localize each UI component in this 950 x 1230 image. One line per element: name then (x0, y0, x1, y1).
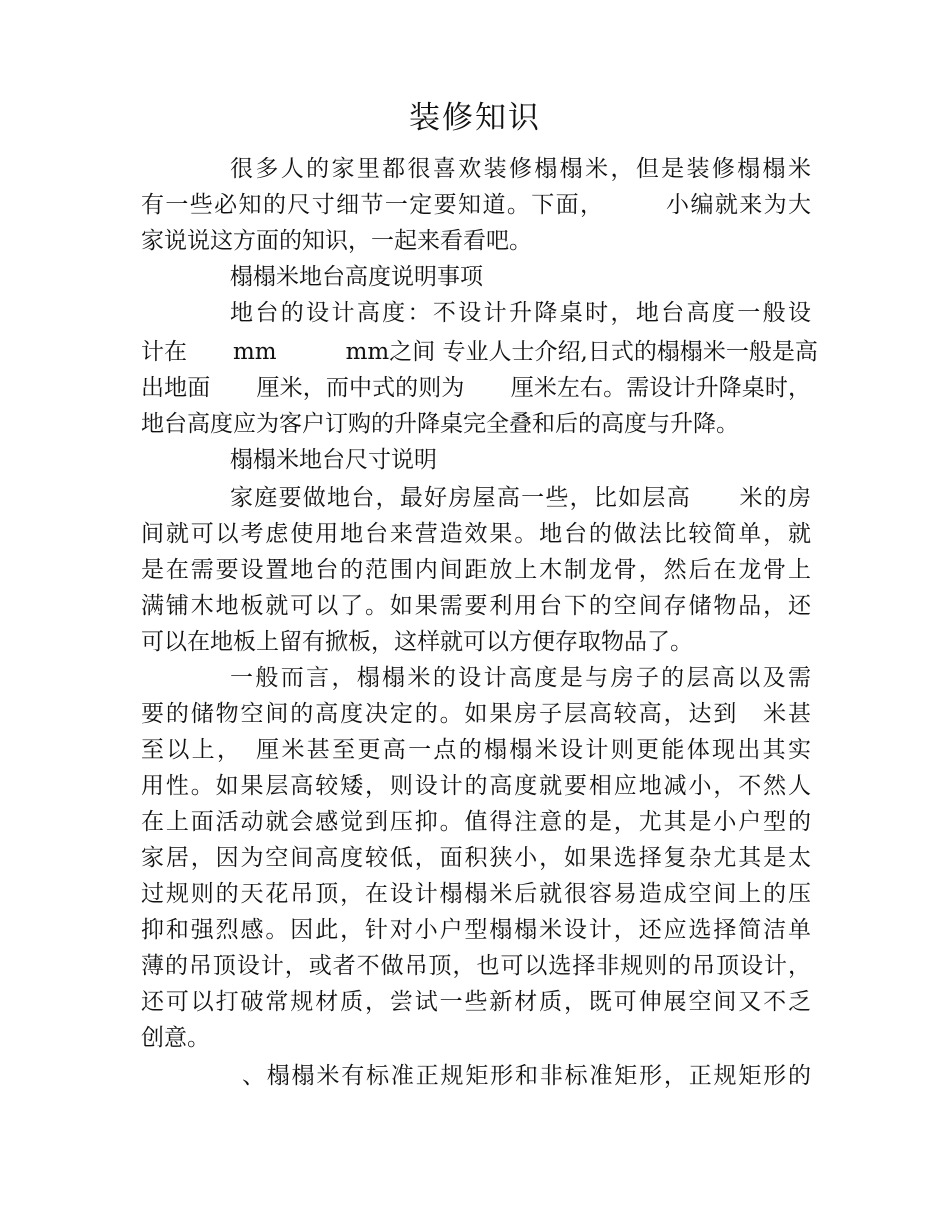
paragraph-line: 计在 mm mm之间 专业人士介绍,日式的榻榻米一般是高 (141, 339, 818, 365)
paragraph-line: 地台高度应为客户订购的升降桌完全叠和后的高度与升降。 (141, 411, 739, 437)
paragraph-line: 创意。 (141, 1025, 210, 1051)
section-heading: 榻榻米地台尺寸说明 (230, 447, 437, 473)
paragraph-line: 家庭要做地台，最好房屋高一些，比如层高 米的房 (230, 485, 811, 511)
paragraph-line: 在上面活动就会感觉到压抑。值得注意的是，尤其是小户型的 (141, 809, 811, 835)
section-heading: 榻榻米地台高度说明事项 (230, 264, 483, 290)
paragraph-line: 家说说这方面的知识，一起来看看吧。 (141, 228, 532, 254)
paragraph-line: 一般而言，榻榻米的设计高度是与房子的层高以及需 (230, 665, 811, 691)
document-title: 装修知识 (409, 100, 541, 136)
paragraph-line: 出地面 厘米，而中式的则为 厘米左右。需设计升降桌时， (141, 375, 811, 401)
paragraph-line: 要的储物空间的高度决定的。如果房子层高较高，达到 米甚 (141, 701, 811, 727)
paragraph-line: 薄的吊顶设计，或者不做吊顶，也可以选择非规则的吊顶设计， (141, 953, 811, 979)
paragraph-line: 是在需要设置地台的范围内间距放上木制龙骨，然后在龙骨上 (141, 557, 811, 583)
paragraph-line: 过规则的天花吊顶，在设计榻榻米后就很容易造成空间上的压 (141, 881, 811, 907)
paragraph-line: 至以上， 厘米甚至更高一点的榻榻米设计则更能体现出其实 (141, 737, 811, 763)
paragraph-line: 很多人的家里都很喜欢装修榻榻米，但是装修榻榻米 (230, 156, 811, 182)
paragraph-line: 还可以打破常规材质，尝试一些新材质，既可伸展空间又不乏 (141, 989, 811, 1015)
paragraph-line: 抑和强烈感。因此，针对小户型榻榻米设计，还应选择简洁单 (141, 917, 811, 943)
paragraph-line: 间就可以考虑使用地台来营造效果。地台的做法比较简单，就 (141, 521, 811, 547)
paragraph-line: 满铺木地板就可以了。如果需要利用台下的空间存储物品，还 (141, 593, 811, 619)
paragraph-line: 地台的设计高度：不设计升降桌时，地台高度一般设 (230, 300, 811, 326)
paragraph-line: 、榻榻米有标准正规矩形和非标准矩形，正规矩形的 (242, 1063, 811, 1089)
paragraph-line: 家居，因为空间高度较低，面积狭小，如果选择复杂尤其是太 (141, 845, 811, 871)
paragraph-line: 可以在地板上留有掀板，这样就可以方便存取物品了。 (141, 629, 693, 655)
paragraph-line: 有一些必知的尺寸细节一定要知道。下面， 小编就来为大 (141, 192, 811, 218)
paragraph-line: 用性。如果层高较矮，则设计的高度就要相应地减小，不然人 (141, 773, 811, 799)
